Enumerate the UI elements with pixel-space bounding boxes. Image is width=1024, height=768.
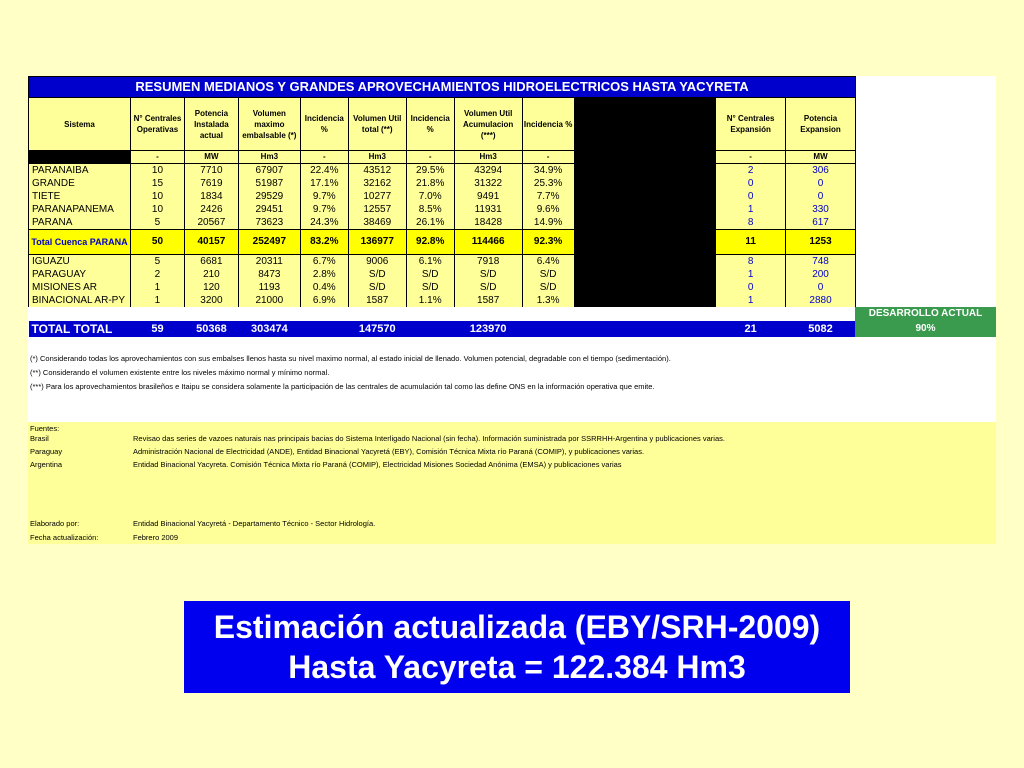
table-cell: 34.9% xyxy=(522,164,574,178)
table-cell: 6.4% xyxy=(522,255,574,269)
column-header: Volumen Util Acumulacion (***) xyxy=(454,98,522,151)
column-header: Incidencia % xyxy=(300,98,348,151)
banner-line-2: Hasta Yacyreta = 122.384 Hm3 xyxy=(288,649,746,685)
row-name: TIETE xyxy=(29,190,131,203)
table-cell: S/D xyxy=(348,281,406,294)
black-gap xyxy=(574,294,716,307)
source-text: Revisao das series de vazoes naturais nas principais bacias do Sistema Interligado Nacional (sin fecha). Información suministrada por SSRRHH-Argentina y publicaciones varias. xyxy=(133,434,725,443)
total-cell xyxy=(406,321,454,337)
column-header: Potencia Expansion xyxy=(786,98,856,151)
column-header: N° Centrales Expansión xyxy=(716,98,786,151)
table-cell: 29451 xyxy=(238,203,300,216)
table-cell: 15 xyxy=(130,177,184,190)
table-cell: S/D xyxy=(522,281,574,294)
table-cell: 10 xyxy=(130,203,184,216)
table-cell: 748 xyxy=(786,255,856,269)
table-cell: 29529 xyxy=(238,190,300,203)
subtotal-cell: 40157 xyxy=(184,230,238,255)
black-gap xyxy=(574,164,716,178)
table-cell: 20311 xyxy=(238,255,300,269)
row-name: PARANA xyxy=(29,216,131,230)
black-gap xyxy=(574,281,716,294)
black-gap xyxy=(574,230,716,255)
table-cell: 22.4% xyxy=(300,164,348,178)
blank-cell xyxy=(855,190,995,203)
row-name: BINACIONAL AR-PY xyxy=(29,294,131,307)
blank-cell xyxy=(855,151,995,164)
unit-label: Hm3 xyxy=(454,151,522,164)
footnote: (***) Para los aprovechamientos brasileños e Itaipu se considera solamente la participación de las centrales de acumulación tal como las define ONS en la información operativa que emite. xyxy=(30,382,655,391)
blank-cell xyxy=(855,203,995,216)
unit-label: MW xyxy=(786,151,856,164)
unit-label: - xyxy=(406,151,454,164)
source-label: Brasil xyxy=(30,434,49,443)
desarrollo-label: DESARROLLO ACTUAL xyxy=(855,307,995,321)
table-cell: 210 xyxy=(184,268,238,281)
table-cell: 21.8% xyxy=(406,177,454,190)
table-cell: 7.7% xyxy=(522,190,574,203)
header-row xyxy=(29,98,996,151)
table-row xyxy=(29,268,996,281)
unit-label: Hm3 xyxy=(238,151,300,164)
table-cell: 26.1% xyxy=(406,216,454,230)
blank-cell xyxy=(855,216,995,230)
table-cell: S/D xyxy=(348,268,406,281)
black-gap xyxy=(574,268,716,281)
table-cell: S/D xyxy=(454,268,522,281)
spreadsheet xyxy=(28,76,996,544)
subtotal-cell: 1253 xyxy=(786,230,856,255)
table-cell: 306 xyxy=(786,164,856,178)
table-title: RESUMEN MEDIANOS Y GRANDES APROVECHAMIENTOS HIDROELECTRICOS HASTA YACYRETA xyxy=(29,77,856,98)
table-row xyxy=(29,177,996,190)
table-cell: 20567 xyxy=(184,216,238,230)
source-text: Entidad Binacional Yacyreta. Comisión Técnica Mixta río Paraná (COMIP), Electricidad Misiones Sociedad Anónima (EMSA) y publicaciones varias xyxy=(133,460,622,469)
subtotal-cell: 83.2% xyxy=(300,230,348,255)
table-cell: 7619 xyxy=(184,177,238,190)
table-cell: 6.1% xyxy=(406,255,454,269)
total-cell: 59 xyxy=(130,321,184,337)
units-row xyxy=(29,151,996,164)
unit-label: - xyxy=(716,151,786,164)
total-row xyxy=(29,321,996,337)
table-cell: S/D xyxy=(406,281,454,294)
table-cell: 1193 xyxy=(238,281,300,294)
source-text: Administración Nacional de Electricidad (ANDE), Entidad Binacional Yacyretá (EBY), Comisión Técnica Mixta río Paraná (COMIP), y publicaciones varias. xyxy=(133,447,645,456)
table-cell: 17.1% xyxy=(300,177,348,190)
blank-cell xyxy=(855,255,995,269)
unit-label: MW xyxy=(184,151,238,164)
row-name: PARANAPANEMA xyxy=(29,203,131,216)
table-cell: 1.3% xyxy=(522,294,574,307)
table-cell: 1834 xyxy=(184,190,238,203)
table-cell: S/D xyxy=(454,281,522,294)
table-cell: 200 xyxy=(786,268,856,281)
table-cell: 43294 xyxy=(454,164,522,178)
black-gap xyxy=(574,255,716,269)
table-cell: 6.7% xyxy=(300,255,348,269)
table-cell: 29.5% xyxy=(406,164,454,178)
table-cell: 7710 xyxy=(184,164,238,178)
table-cell: 8.5% xyxy=(406,203,454,216)
table-cell: 1587 xyxy=(348,294,406,307)
blank-cell xyxy=(29,307,856,321)
table-cell: 1 xyxy=(130,294,184,307)
column-header: Volumen maximo embalsable (*) xyxy=(238,98,300,151)
table-cell: 9.6% xyxy=(522,203,574,216)
table-row xyxy=(29,216,996,230)
total-cell: 5082 xyxy=(786,321,856,337)
table-cell: 7918 xyxy=(454,255,522,269)
table-cell: 5 xyxy=(130,216,184,230)
table-cell: 1 xyxy=(130,281,184,294)
source-label: Paraguay xyxy=(30,447,63,456)
column-header: N° Centrales Operativas xyxy=(130,98,184,151)
subtotal-cell: 50 xyxy=(130,230,184,255)
blank-cell xyxy=(855,230,995,255)
table-cell: 3200 xyxy=(184,294,238,307)
table-cell: 10 xyxy=(130,190,184,203)
blank-cell xyxy=(855,294,995,307)
banner-line-1: Estimación actualizada (EBY/SRH-2009) xyxy=(213,609,821,645)
blank-cell xyxy=(855,98,995,151)
total-cell: 50368 xyxy=(184,321,238,337)
subtotal-cell: 92.3% xyxy=(522,230,574,255)
row-name: MISIONES AR xyxy=(29,281,131,294)
subtotal-cell: 11 xyxy=(716,230,786,255)
unit-label: - xyxy=(300,151,348,164)
table-row xyxy=(29,190,996,203)
table-cell: 9.7% xyxy=(300,190,348,203)
table-cell: 2 xyxy=(130,268,184,281)
black-gap xyxy=(574,98,716,151)
table-cell: 0 xyxy=(716,281,786,294)
table-cell: 38469 xyxy=(348,216,406,230)
sources-heading: Fuentes: xyxy=(30,424,60,433)
table-cell: 14.9% xyxy=(522,216,574,230)
subtotal-cell: 252497 xyxy=(238,230,300,255)
table-cell: 6.9% xyxy=(300,294,348,307)
row-name: GRANDE xyxy=(29,177,131,190)
total-cell xyxy=(300,321,348,337)
subtotal-label: Total Cuenca PARANA xyxy=(29,230,131,255)
table-cell: 32162 xyxy=(348,177,406,190)
sources-section xyxy=(28,422,996,544)
table-cell: 120 xyxy=(184,281,238,294)
table-cell: 2880 xyxy=(786,294,856,307)
subtotal-cell: 136977 xyxy=(348,230,406,255)
table-cell: 31322 xyxy=(454,177,522,190)
table-cell: 51987 xyxy=(238,177,300,190)
total-cell: 147570 xyxy=(348,321,406,337)
elaborado-label: Elaborado por: xyxy=(30,519,80,528)
table-row xyxy=(29,294,996,307)
table-cell: 1587 xyxy=(454,294,522,307)
table-cell: 10 xyxy=(130,164,184,178)
table-cell: 0 xyxy=(716,190,786,203)
table-cell: 6681 xyxy=(184,255,238,269)
gap-row xyxy=(29,307,996,321)
title-row xyxy=(29,77,996,98)
table-cell: 9491 xyxy=(454,190,522,203)
estimate-banner xyxy=(184,601,850,693)
table-cell: 73623 xyxy=(238,216,300,230)
black-gap xyxy=(574,216,716,230)
subtotal-cell: 92.8% xyxy=(406,230,454,255)
table-cell: 2426 xyxy=(184,203,238,216)
column-header: Incidencia % xyxy=(522,98,574,151)
table-cell: 0.4% xyxy=(300,281,348,294)
table-cell: 0 xyxy=(786,281,856,294)
table-cell: 8 xyxy=(716,255,786,269)
table-cell: 617 xyxy=(786,216,856,230)
table-cell: S/D xyxy=(406,268,454,281)
table-cell: 24.3% xyxy=(300,216,348,230)
table-cell: 0 xyxy=(786,190,856,203)
subtotal-row xyxy=(29,230,996,255)
unit-label: - xyxy=(130,151,184,164)
table-cell: 67907 xyxy=(238,164,300,178)
blank-cell xyxy=(855,281,995,294)
table-cell: 1 xyxy=(716,294,786,307)
row-name: IGUAZU xyxy=(29,255,131,269)
table-cell: 5 xyxy=(130,255,184,269)
source-label: Argentina xyxy=(30,460,63,469)
footnote: (*) Considerando todas los aprovechamientos con sus embalses llenos hasta su nivel maximo normal, al estado inicial de llenado. Volumen potencial, degradable con el tiempo (sedimentación). xyxy=(30,354,671,363)
table-cell: 8 xyxy=(716,216,786,230)
table-cell: S/D xyxy=(522,268,574,281)
unit-label: - xyxy=(522,151,574,164)
blank-cell xyxy=(855,164,995,178)
total-gap xyxy=(574,321,716,337)
table-cell: 21000 xyxy=(238,294,300,307)
table-cell: 12557 xyxy=(348,203,406,216)
table-cell: 330 xyxy=(786,203,856,216)
elaborado-text: Entidad Binacional Yacyretá - Departamento Técnico - Sector Hidrología. xyxy=(133,519,376,528)
table-cell: 2 xyxy=(716,164,786,178)
black-gap xyxy=(574,151,716,164)
table-cell: 25.3% xyxy=(522,177,574,190)
table-cell: 2.8% xyxy=(300,268,348,281)
table-row xyxy=(29,164,996,178)
table-row xyxy=(29,281,996,294)
black-gap xyxy=(574,190,716,203)
desarrollo-value: 90% xyxy=(855,321,995,337)
table-cell: 18428 xyxy=(454,216,522,230)
table-cell: 0 xyxy=(716,177,786,190)
footnote: (**) Considerando el volumen existente entre los niveles máximo normal y mínimo normal. xyxy=(30,368,330,377)
column-header: Incidencia % xyxy=(406,98,454,151)
table-cell: 8473 xyxy=(238,268,300,281)
table-cell: 9006 xyxy=(348,255,406,269)
blank-cell xyxy=(855,268,995,281)
summary-table xyxy=(28,76,996,337)
column-header: Volumen Util total (**) xyxy=(348,98,406,151)
subtotal-cell: 114466 xyxy=(454,230,522,255)
table-cell: 11931 xyxy=(454,203,522,216)
column-header: Sistema xyxy=(29,98,131,151)
table-row xyxy=(29,203,996,216)
table-cell: 7.0% xyxy=(406,190,454,203)
black-gap xyxy=(574,203,716,216)
total-cell: 303474 xyxy=(238,321,300,337)
blank-cell xyxy=(855,177,995,190)
table-cell: 1.1% xyxy=(406,294,454,307)
table-cell: 1 xyxy=(716,203,786,216)
unit-label: Hm3 xyxy=(348,151,406,164)
total-cell: 21 xyxy=(716,321,786,337)
fecha-text: Febrero 2009 xyxy=(133,533,179,542)
blank-cell xyxy=(855,77,995,98)
table-cell: 1 xyxy=(716,268,786,281)
fecha-label: Fecha actualización: xyxy=(30,533,99,542)
total-label: TOTAL TOTAL xyxy=(29,321,131,337)
column-header: Potencia Instalada actual xyxy=(184,98,238,151)
table-cell: 0 xyxy=(786,177,856,190)
total-cell xyxy=(522,321,574,337)
total-cell: 123970 xyxy=(454,321,522,337)
units-blank xyxy=(29,151,131,164)
table-cell: 9.7% xyxy=(300,203,348,216)
black-gap xyxy=(574,177,716,190)
table-row xyxy=(29,255,996,269)
table-cell: 43512 xyxy=(348,164,406,178)
row-name: PARAGUAY xyxy=(29,268,131,281)
table-cell: 10277 xyxy=(348,190,406,203)
row-name: PARANAIBA xyxy=(29,164,131,178)
